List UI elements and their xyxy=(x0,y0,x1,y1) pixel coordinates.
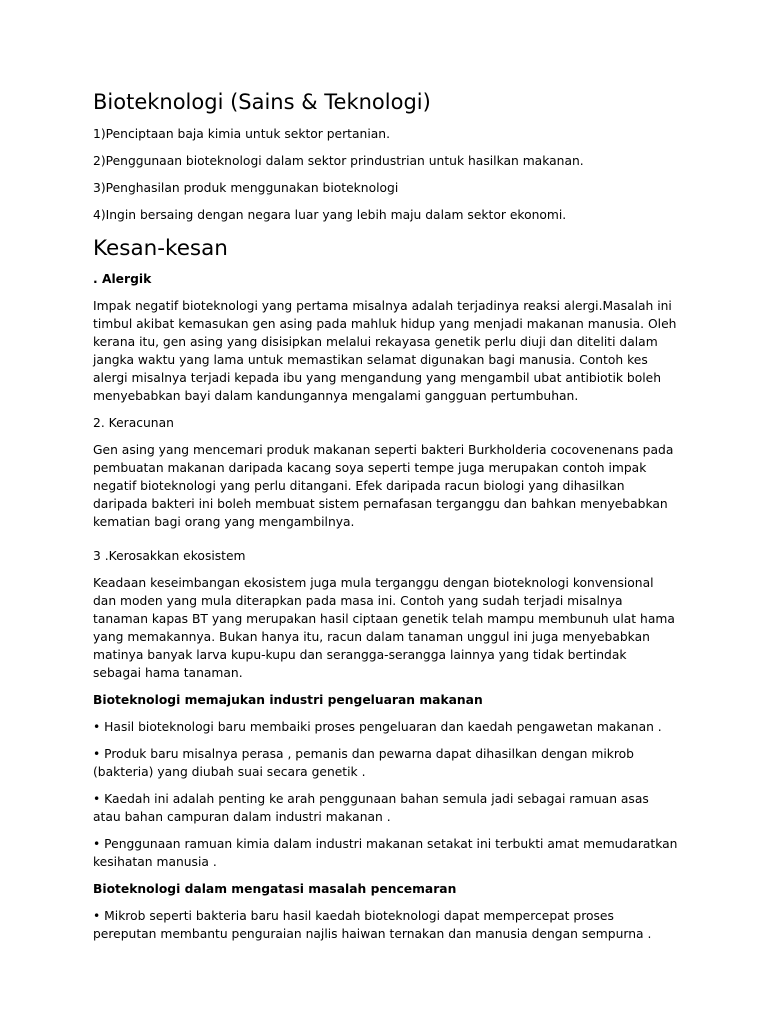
intro-item-3: 3)Penghasilan produk menggunakan bioteknologi xyxy=(93,181,399,195)
industry-bullet-1: • Hasil bioteknologi baru membaiki proses pengeluaran dan kaedah pengawetan makanan . xyxy=(93,720,662,734)
effect-heading-alergik: . Alergik xyxy=(93,272,152,286)
intro-item-1: 1)Penciptaan baja kimia untuk sektor pertanian. xyxy=(93,127,390,141)
effect-heading-keracunan: 2. Keracunan xyxy=(93,416,174,430)
effect-body-alergik: Impak negatif bioteknologi yang pertama misalnya adalah terjadinya reaksi alergi.Masalah ini timbul akibat kemasukan gen asing pada mahluk hidup yang menjadi makanan manusia. Oleh kerana itu, gen asing yang disisipkan melalui rekayasa genetik perlu diuji dan diteliti dalam jangka waktu yang lama untuk memastikan selamat digunakan bagi manusia. Contoh kes alergi misalnya terjadi kepada ibu yang mengandung yang mengambil ubat antibiotik boleh menyebabkan bayi dalam kandungannya mengalami gangguan pertumbuhan. xyxy=(93,299,677,403)
effect-body-keracunan: Gen asing yang mencemari produk makanan seperti bakteri Burkholderia cocovenenans pada pembuatan makanan daripada kacang soya seperti tempe juga merupakan contoh impak negatif bioteknologi yang perlu ditangani. Efek daripada racun biologi yang dihasilkan daripada bakteri ini boleh membuat sistem pernafasan terganggu dan bahkan menyebabkan kematian bagi orang yang mengambilnya. xyxy=(93,443,674,529)
pollution-bullet-1: • Mikrob seperti bakteria baru hasil kaedah bioteknologi dapat mempercepat proses pereputan membantu penguraian najlis haiwan ternakan dan manusia dengan sempurna . xyxy=(93,909,652,941)
industry-bullet-2: • Produk baru misalnya perasa , pemanis dan pewarna dapat dihasilkan dengan mikrob (bakteria) yang diubah suai secara genetik . xyxy=(93,747,634,779)
industry-heading: Bioteknologi memajukan industri pengeluaran makanan xyxy=(93,693,483,707)
effect-body-ekosistem: Keadaan keseimbangan ekosistem juga mula terganggu dengan bioteknologi konvensional dan moden yang mula diterapkan pada masa ini. Contoh yang sudah terjadi misalnya tanaman kapas BT yang merupakan hasil ciptaan genetik telah mampu membunuh ulat hama yang memakannya. Bukan hanya itu, racun dalam tanaman unggul ini juga menyebabkan matinya banyak larva kupu-kupu dan serangga-serangga lainnya yang tidak bertindak sebagai hama tanaman. xyxy=(93,576,675,680)
industry-bullet-3: • Kaedah ini adalah penting ke arah penggunaan bahan semula jadi sebagai ramuan asas atau bahan campuran dalam industri makanan . xyxy=(93,792,649,824)
effect-heading-ekosistem: 3 .Kerosakkan ekosistem xyxy=(93,549,246,563)
pollution-heading: Bioteknologi dalam mengatasi masalah pencemaran xyxy=(93,882,457,896)
section-heading-kesan: Kesan-kesan xyxy=(93,236,228,261)
document-title: Bioteknologi (Sains & Teknologi) xyxy=(93,90,431,114)
intro-item-4: 4)Ingin bersaing dengan negara luar yang lebih maju dalam sektor ekonomi. xyxy=(93,208,567,222)
document-page xyxy=(93,86,678,952)
industry-bullet-4: • Penggunaan ramuan kimia dalam industri makanan setakat ini terbukti amat memudaratkan kesihatan manusia . xyxy=(93,837,678,869)
intro-item-2: 2)Penggunaan bioteknologi dalam sektor prindustrian untuk hasilkan makanan. xyxy=(93,154,584,168)
